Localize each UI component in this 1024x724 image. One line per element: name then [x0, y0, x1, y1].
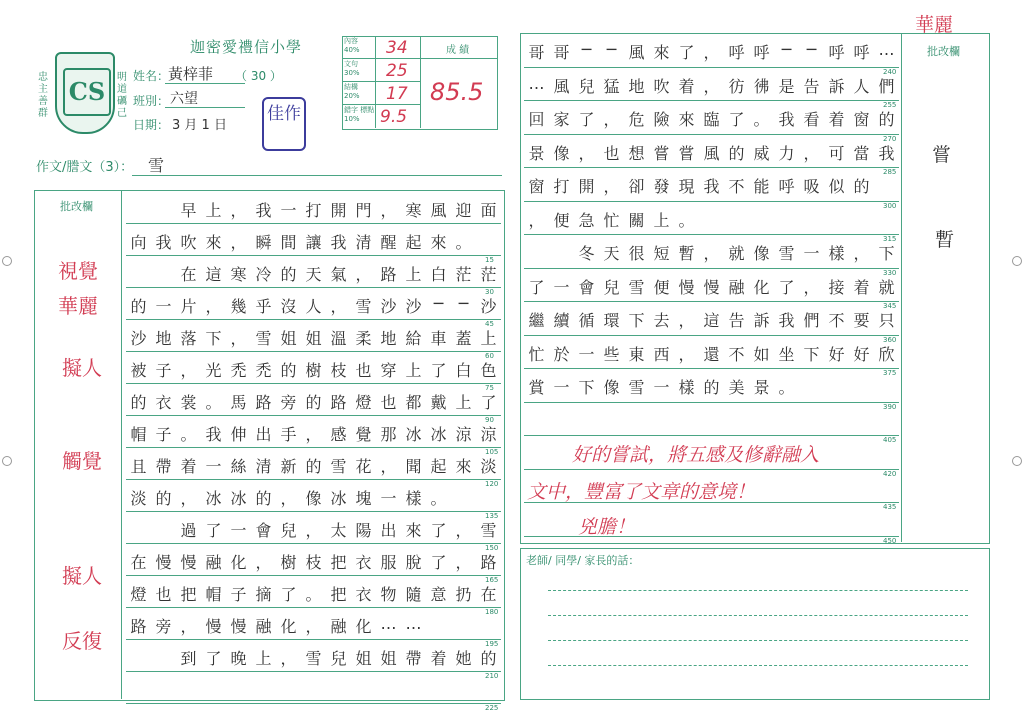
right-line: 哥 哥 ─ ─ 風 來 了 ， 呼 呼 ─ ─ 呼 呼 …	[528, 40, 895, 62]
right-char-count: 435	[883, 503, 897, 511]
assignment-label: 作文/謄文（3）：	[36, 160, 134, 175]
score-label-sentence: 文句 30%	[344, 60, 360, 77]
left-comment-1: 視覺	[58, 259, 98, 283]
right-margin-header: 批改欄	[927, 45, 960, 58]
excellent-stamp	[262, 97, 306, 151]
left-line: 的 衣 裳 。 馬 路 旁 的 路 燈 也 都 戴 上 了	[130, 393, 497, 412]
left-line: 且 帶 着 一 絲 清 新 的 雪 花 ， 聞 起 來 淡	[130, 457, 497, 476]
teacher-comment-line-1: 好的嘗試，將五感及修辭融入	[572, 444, 820, 466]
score-label-structure: 結構 20%	[344, 83, 360, 100]
left-char-count: 75	[485, 384, 494, 392]
left-comment-6: 反復	[62, 629, 102, 653]
right-char-count: 375	[883, 369, 897, 377]
left-margin-header: 批改欄	[60, 200, 93, 213]
score-structure: 17	[386, 84, 408, 104]
left-char-count: 30	[485, 288, 494, 296]
right-line: 冬 天 很 短 暫 ， 就 像 雪 一 樣 ， 下	[578, 244, 895, 263]
left-comment-2: 華麗	[58, 294, 98, 318]
right-char-count: 240	[883, 67, 897, 76]
right-char-count: 450	[883, 536, 897, 545]
left-line: 帽 子 。 我 伸 出 手 ， 感 覺 那 冰 冰 涼 涼	[130, 425, 497, 444]
left-char-count: 135	[485, 512, 499, 520]
assignment-title: 雪	[148, 156, 165, 175]
right-char-count: 390	[883, 402, 897, 411]
school-logo	[55, 52, 115, 134]
left-line: 早 上 ， 我 一 打 開 門 ， 寒 風 迎 面	[180, 201, 497, 220]
right-char-count: 255	[883, 101, 897, 109]
right-line: … 風 兒 猛 地 吹 着 ， 彷 彿 是 告 訴 人 們	[528, 73, 895, 96]
left-char-count: 105	[485, 448, 499, 456]
left-line: 路 旁 ， 慢 慢 融 化 ， 融 化 … …	[130, 614, 422, 636]
teacher-comment-line-2: 文中，豐富了文章的意境！	[527, 481, 756, 503]
score-sentence: 25	[386, 61, 408, 81]
right-line: 了 一 會 兒 雪 便 慢 慢 融 化 了 ， 接 着 就	[528, 277, 895, 297]
left-line: 到 了 晚 上 ， 雪 兒 姐 姐 帶 着 她 的	[180, 649, 497, 668]
binder-hole	[2, 256, 12, 266]
left-char-count: 225	[485, 704, 499, 712]
total-label: 成 績	[446, 45, 470, 56]
right-char-count: 330	[883, 268, 897, 277]
right-char-count: 285	[883, 168, 897, 176]
motto-right: 明道礪己	[117, 72, 127, 119]
right-line: 賞 一 下 像 雪 一 樣 的 美 景 。	[528, 378, 795, 397]
left-char-count: 180	[485, 608, 499, 616]
stamp-text: 佳作	[267, 104, 301, 124]
left-line: 在 慢 慢 融 化 ， 樹 枝 把 衣 服 脫 了 ， 路	[130, 553, 497, 572]
right-comment-3: 暫	[935, 229, 955, 251]
class-label: 班別：	[133, 94, 170, 108]
right-char-count: 300	[883, 201, 897, 210]
left-char-count: 165	[485, 576, 499, 584]
left-line: 被 子 ， 光 禿 禿 的 樹 枝 也 穿 上 了 白 色	[130, 361, 497, 380]
right-char-count: 270	[883, 134, 897, 143]
right-comment-1: 華麗	[915, 14, 954, 36]
teacher-comment-line-3: 兇膽！	[578, 516, 636, 538]
date-label: 日期：	[133, 118, 170, 132]
left-comment-4: 觸覺	[62, 449, 102, 473]
class-value: 六望	[170, 91, 198, 107]
score-label-content: 內容 40%	[344, 37, 360, 54]
right-comment-2: 嘗	[932, 144, 952, 166]
left-char-count: 120	[485, 480, 499, 488]
right-line: 回 家 了 ， 危 險 來 臨 了 。 我 看 着 窗 的	[528, 110, 895, 129]
left-char-count: 195	[485, 640, 499, 648]
right-char-count: 360	[883, 335, 897, 344]
name-value: 黃梓菲	[168, 65, 214, 83]
right-line: 景 像 ， 也 想 嘗 嘗 風 的 威 力 ， 可 當 我	[528, 143, 895, 163]
left-comment-3: 擬人	[62, 356, 102, 380]
right-char-count: 420	[883, 469, 897, 478]
total-score: 85.5	[430, 78, 484, 106]
right-char-count: 405	[883, 436, 897, 444]
binder-hole	[1012, 456, 1022, 466]
name-label: 姓名：	[133, 69, 170, 83]
left-char-count: 150	[485, 544, 499, 552]
right-line: 繼 續 循 環 下 去 ， 這 告 訴 我 們 不 要 只	[528, 311, 895, 330]
school-name: 迦密愛禮信小學	[190, 38, 303, 56]
score-label-typo: 錯字 標點 10%	[344, 106, 375, 123]
right-char-count: 345	[883, 302, 897, 310]
left-line: 淡 的 ， 冰 冰 的 ， 像 冰 塊 一 樣 。	[130, 489, 447, 508]
class-number: （ 30 ）	[235, 69, 282, 83]
left-line: 向 我 吹 來 ， 瞬 間 讓 我 清 醒 起 來 。	[130, 233, 472, 252]
left-line: 的 一 片 ， 幾 乎 沒 人 ， 雪 沙 沙 ─ ─ 沙	[130, 294, 497, 316]
right-line: 窗 打 開 ， 卻 發 現 我 不 能 呼 吸 似 的	[528, 177, 870, 196]
right-line: ， 便 急 忙 關 上 。	[528, 210, 695, 230]
left-comment-5: 擬人	[62, 564, 102, 588]
logo-letters: CS	[63, 68, 111, 116]
left-char-count: 90	[485, 416, 494, 424]
binder-hole	[1012, 256, 1022, 266]
date-value: 3 月 1 日	[172, 118, 227, 133]
score-content: 34	[386, 38, 408, 58]
feedback-box	[520, 548, 990, 700]
binder-hole	[2, 456, 12, 466]
right-char-count: 315	[883, 235, 897, 243]
feedback-label: 老師/ 同學/ 家長的話：	[526, 554, 640, 567]
left-char-count: 15	[485, 256, 494, 264]
motto-left: 忠主善群	[38, 72, 48, 119]
left-char-count: 60	[485, 352, 494, 360]
score-typo: 9.5	[380, 107, 408, 127]
left-line: 燈 也 把 帽 子 摘 了 。 把 衣 物 隨 意 扔 在	[130, 585, 497, 604]
right-line: 忙 於 一 些 東 西 ， 還 不 如 坐 下 好 好 欣	[528, 344, 895, 364]
left-line: 沙 地 落 下 ， 雪 姐 姐 溫 柔 地 給 車 蓋 上	[130, 329, 497, 348]
left-line: 過 了 一 會 兒 ， 太 陽 出 來 了 ， 雪	[180, 521, 497, 540]
left-char-count: 210	[485, 672, 499, 680]
left-char-count: 45	[485, 320, 494, 328]
left-line: 在 這 寒 冷 的 天 氣 ， 路 上 白 茫 茫	[180, 265, 497, 284]
